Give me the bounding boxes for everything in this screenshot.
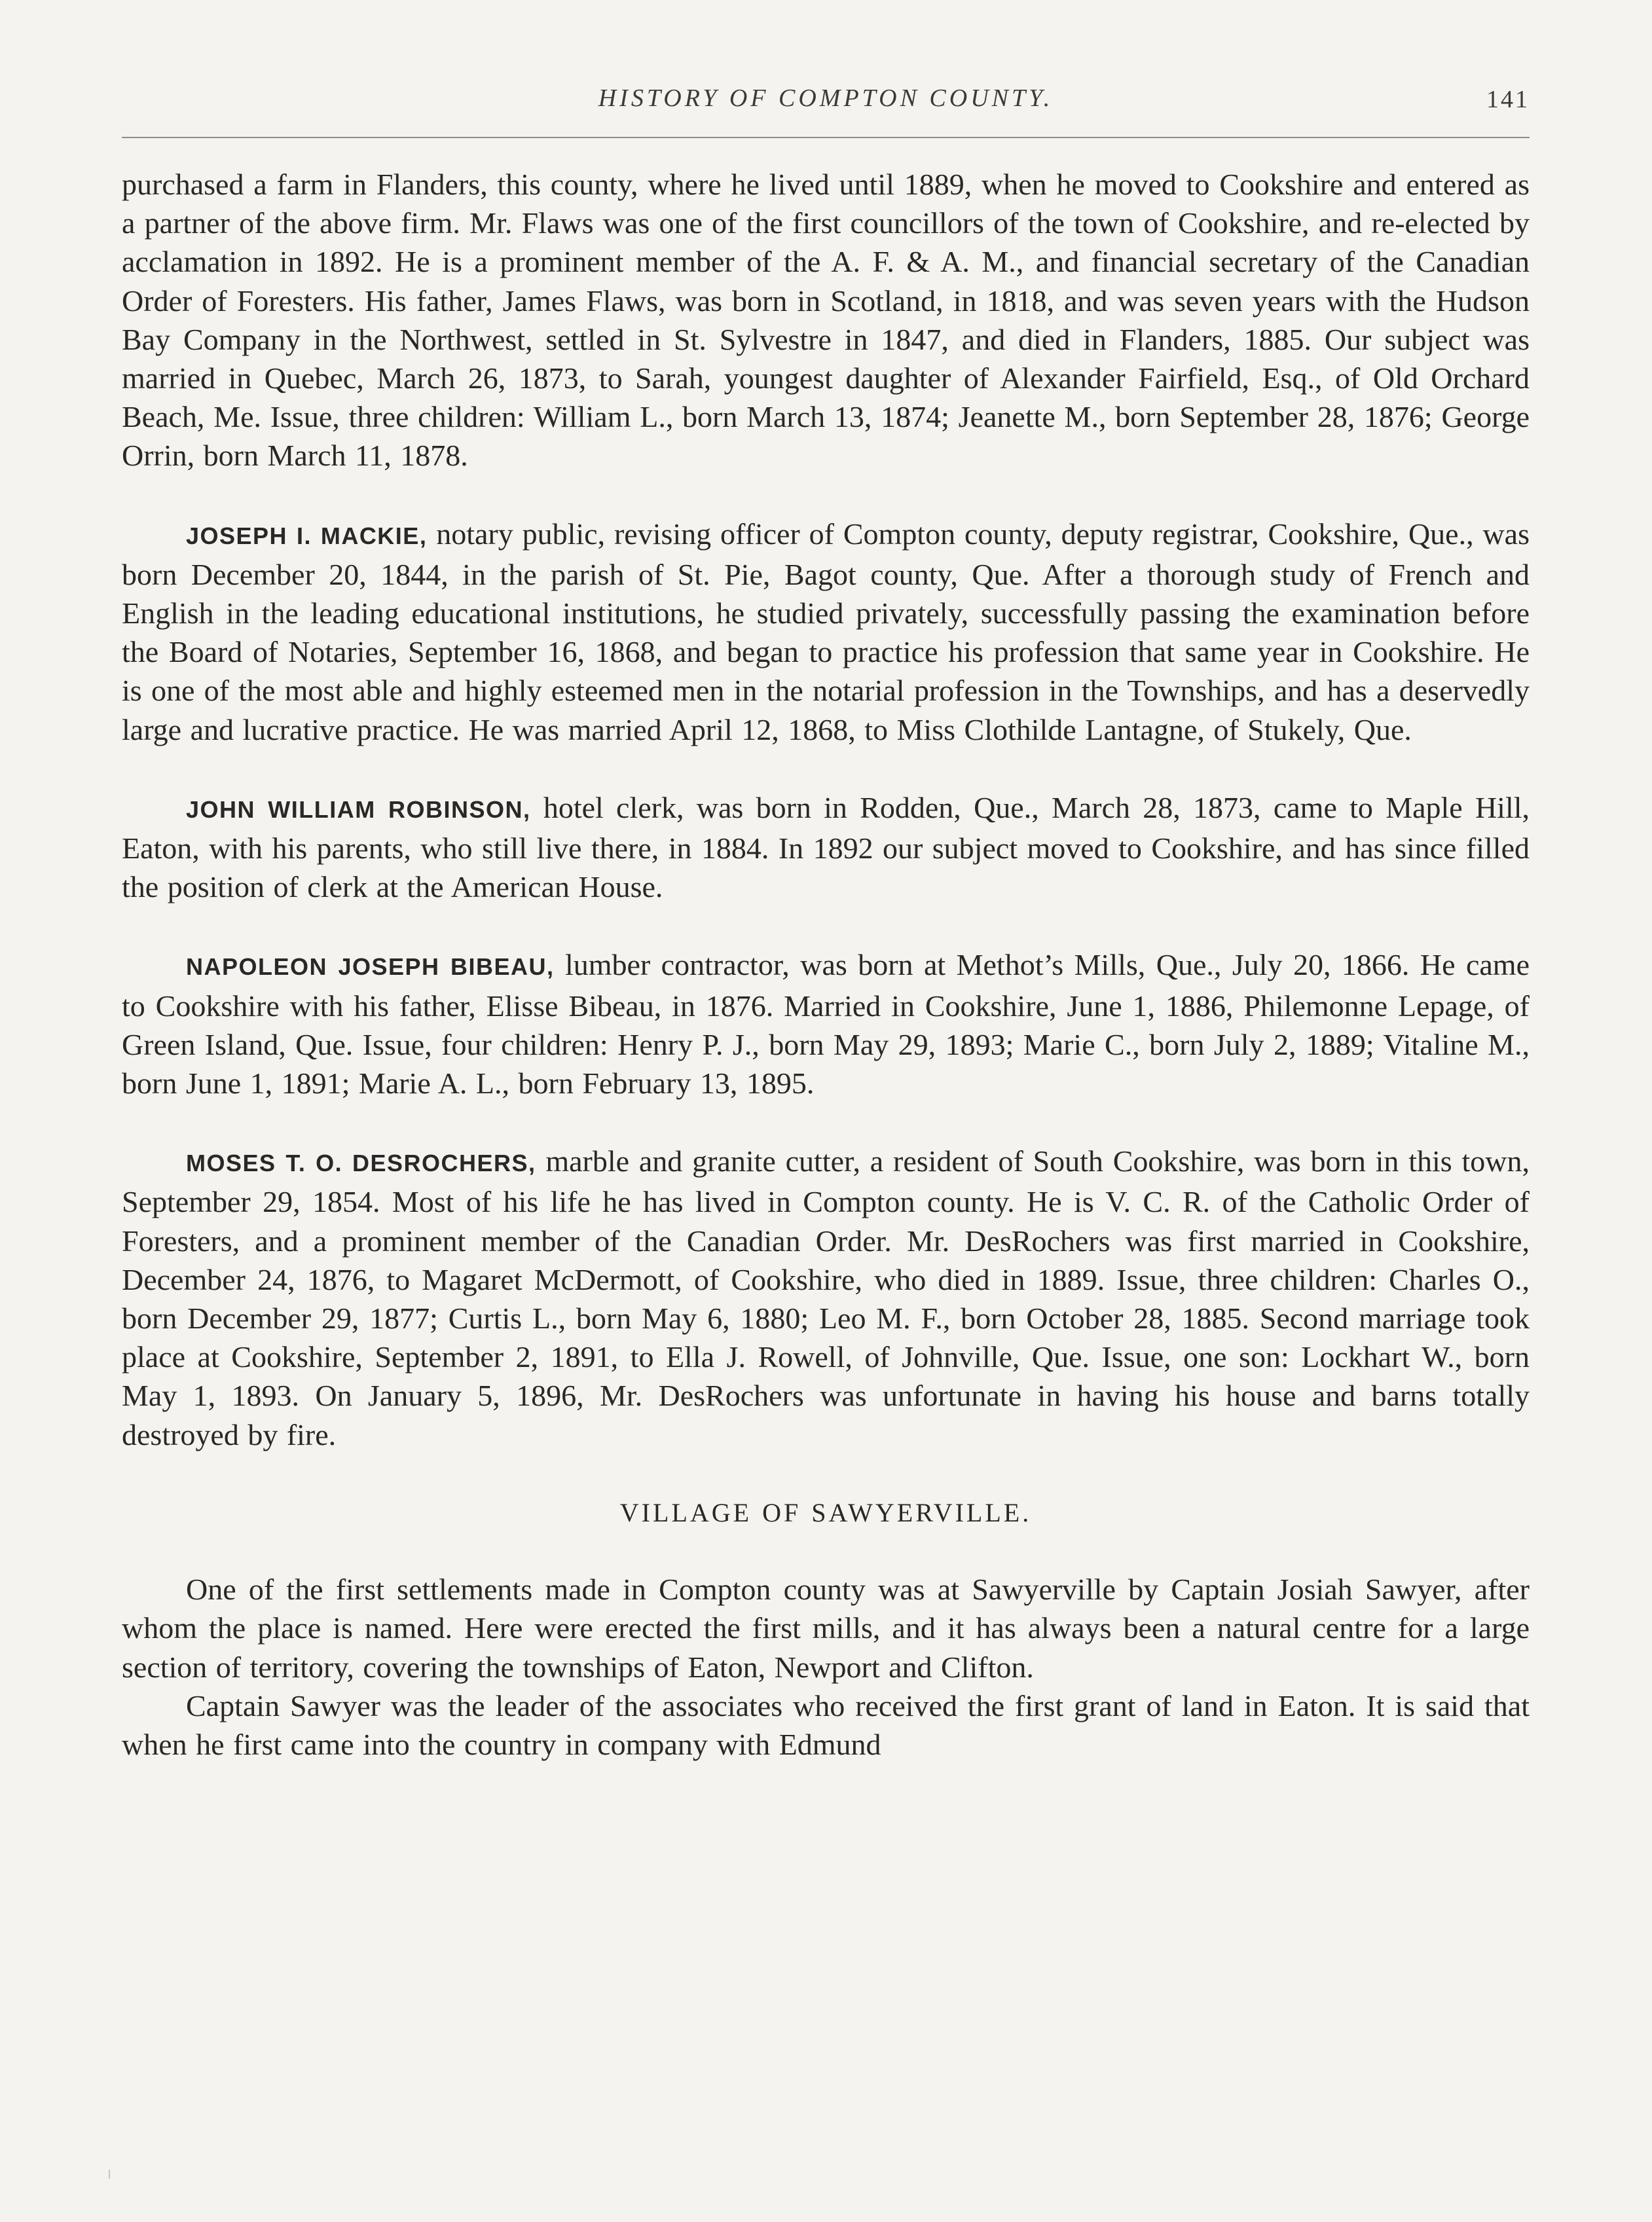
paper-speck bbox=[109, 2170, 110, 2179]
entry-text: lumber contractor, was born at Methot’s Mills, Que., July 20, 1866. He came to Cookshire with his father, Elisse Bibeau, in 1876. Married in Cookshire, June 1, 1886, Philemonne Lepage, of Green Island, Que. Issue, four children: Henry P. J., born May 29, 1893; Marie C., born July 2, 1889; Vitaline M., born June 1, 1891; Marie A. L., born February 13, 1895. bbox=[122, 948, 1530, 1101]
entry-name: MOSES T. O. DESROCHERS, bbox=[186, 1150, 536, 1177]
paragraph-flaws-continued: purchased a farm in Flanders, this county, where he lived until 1889, when he moved to Cookshire and entered as a partner of the above firm. Mr. Flaws was one of the first councillors of the town of Cookshire, and re-elected by acclamation in 1892. He is a prominent member of the A. F. & A. M., and financial secretary of the Canadian Order of Foresters. His father, James Flaws, was born in Scotland, in 1818, and was seven years with the Hudson Bay Company in the Northwest, settled in St. Sylvestre in 1847, and died in Flanders, 1885. Our subject was married in Quebec, March 26, 1873, to Sarah, youngest daughter of Alexander Fairfield, Esq., of Old Orchard Beach, Me. Issue, three children: William L., born March 13, 1874; Jeanette M., born September 28, 1876; George Orrin, born March 11, 1878. bbox=[122, 168, 1530, 473]
entry-joseph-mackie bbox=[122, 515, 1530, 749]
running-head bbox=[122, 84, 1530, 123]
entry-text: notary public, revising officer of Compton county, deputy registrar, Cookshire, Que., was born December 20, 1844, in the parish of St. Pie, Bagot county, Que. After a thorough study of French and English in the leading educational institutions, he studied privately, successfully passing the examination before the Board of Notaries, September 16, 1868, and began to practice his profession that same year in Cookshire. He is one of the most able and highly esteemed men in the notarial profession in the Townships, and has a deservedly large and lucrative practice. He was married April 12, 1868, to Miss Clothilde Lantagne, of Stukely, Que. bbox=[122, 517, 1530, 746]
paragraph-captain-sawyer: Captain Sawyer was the leader of the associates who received the first grant of land in Eaton. It is said that when he first came into the country in company with Edmund bbox=[122, 1688, 1530, 1761]
entry-text: marble and granite cutter, a resident of South Cookshire, was born in this town, September 29, 1854. Most of his life he has lived in Compton county. He is V. C. R. of the Catholic Order of Foresters, and a prominent member of the Canadian Order. Mr. DesRochers was first married in Cookshire, December 24, 1876, to Magaret McDermott, of Cookshire, who died in 1889. Issue, three children: Charles O., born December 29, 1877; Curtis L., born May 6, 1880; Leo M. F., born October 28, 1885. Second marriage took place at Cookshire, September 2, 1891, to Ella J. Rowell, of Johnville, Que. Issue, one son: Lockhart W., born May 1, 1893. On January 5, 1896, Mr. DesRochers was unfortunate in having his house and barns totally destroyed by fire. bbox=[122, 1144, 1530, 1451]
entry-napoleon-bibeau bbox=[122, 945, 1530, 1102]
page-number: 141 bbox=[1486, 86, 1530, 113]
entry-moses-desrochers bbox=[122, 1142, 1530, 1454]
body-text bbox=[122, 165, 1530, 1764]
entry-name: JOSEPH I. MACKIE, bbox=[186, 522, 428, 549]
section-heading: VILLAGE OF SAWYERVILLE. bbox=[619, 1497, 1032, 1527]
entry-text: hotel clerk, was born in Rodden, Que., March 28, 1873, came to Maple Hill, Eaton, with his parents, who still live there, in 1884. In 1892 our subject moved to Cookshire, and has since filled the position of clerk at the American House. bbox=[122, 790, 1530, 904]
entry-name: NAPOLEON JOSEPH BIBEAU, bbox=[186, 953, 555, 981]
paragraph-sawyerville-intro: One of the first settlements made in Compton county was at Sawyerville by Captain Josiah Sawyer, after whom the place is named. Here were erected the first mills, and it has always been a natural centre for a large section of territory, covering the townships of Eaton, Newport and Clifton. bbox=[122, 1573, 1530, 1684]
header-rule bbox=[122, 137, 1530, 138]
entry-john-robinson bbox=[122, 788, 1530, 907]
entry-name: JOHN WILLIAM ROBINSON, bbox=[186, 795, 531, 823]
running-title: HISTORY OF COMPTON COUNTY. bbox=[598, 84, 1054, 112]
